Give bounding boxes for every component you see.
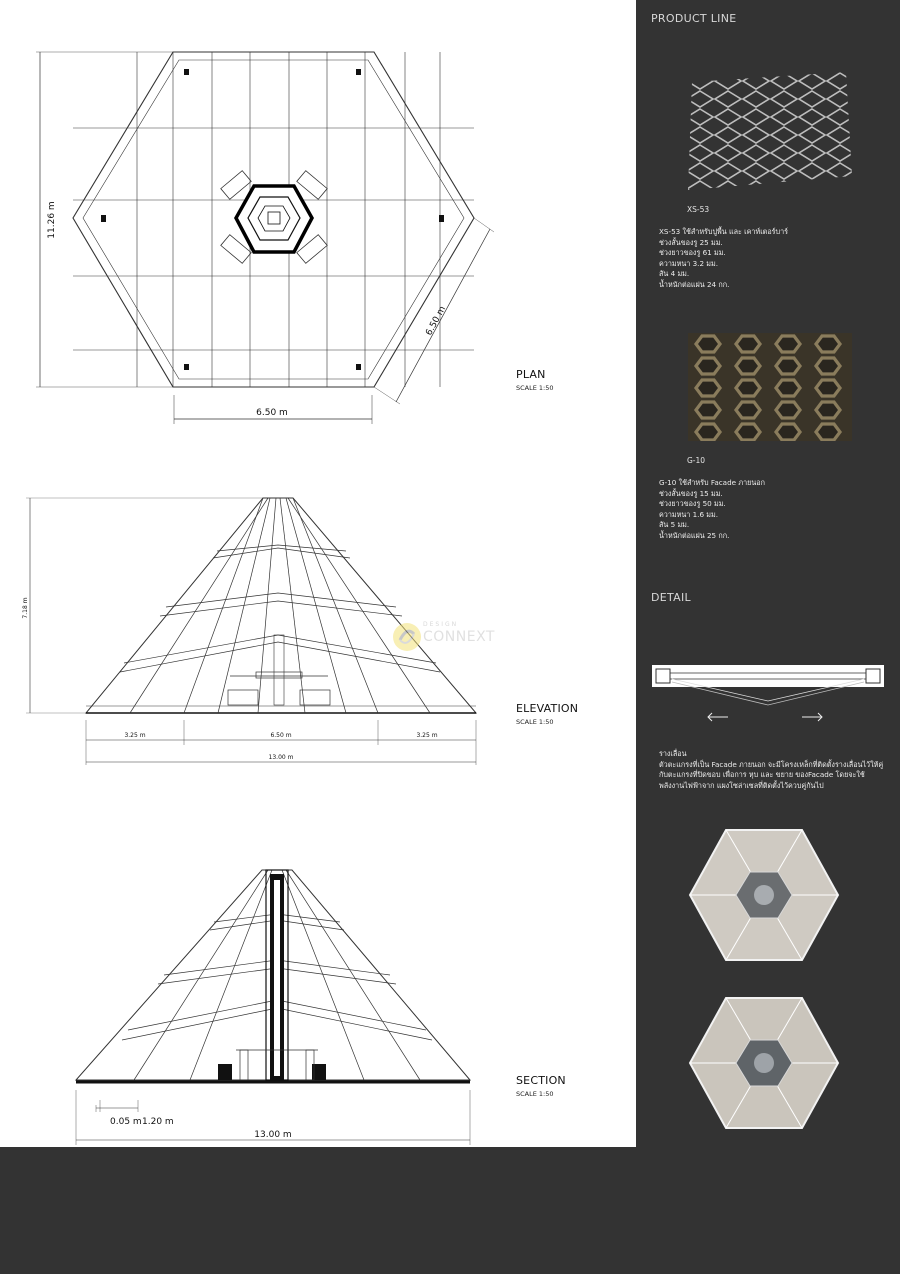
product-1-code: XS-53 xyxy=(687,205,710,214)
product-line-heading: PRODUCT LINE xyxy=(651,12,737,25)
product-2-spec-line: ช่วงยาวของรู 50 มม. xyxy=(659,499,726,508)
product-1-spec-line: ความหนา 3.2 มม. xyxy=(659,258,719,268)
section-scale: SCALE 1:50 xyxy=(516,1090,554,1098)
product-1-spec-line: XS-53 ใช้สำหรับปูพื้น และ เคาท์เตอร์บาร์ xyxy=(659,227,788,236)
elevation-scale: SCALE 1:50 xyxy=(516,718,554,726)
product-2-code: G-10 xyxy=(687,456,706,465)
hexagon-render-bottom xyxy=(688,996,840,1130)
product-1-spec-line: น้ำหนักต่อแผ่น 24 กก. xyxy=(659,279,730,289)
detail-line: ตัวตะแกรงที่เป็น Facade ภายนอก จะมีโครงเหล็กที่ติดตั้งรางเลื่อนไว้ให้คู่ xyxy=(659,759,884,769)
g10-mesh-image xyxy=(688,333,852,441)
product-2-spec xyxy=(659,478,765,541)
watermark-top-text: DESIGN xyxy=(423,621,459,628)
detail-heading: DETAIL xyxy=(651,591,691,604)
product-2-spec-line: น้ำหนักต่อแผ่น 25 กก. xyxy=(659,530,730,540)
product-2-spec-line: สัน 5 มม. xyxy=(659,520,690,529)
elevation-dim-height: 7.18 m xyxy=(22,597,29,619)
watermark-logo-icon xyxy=(392,622,422,652)
product-1-spec-line: ช่วงสั้นของรู 25 มม. xyxy=(659,237,723,247)
product-2-spec-line: ช่วงสั้นของรู 15 มม. xyxy=(659,488,723,498)
section-drawing xyxy=(76,870,470,1145)
hexagon-render-top xyxy=(688,828,840,962)
section-dim-total: 13.00 m xyxy=(254,1130,292,1140)
plan-dim-side: 6.50 m xyxy=(424,304,449,338)
bottom-band xyxy=(0,1147,900,1274)
product-2-spec-line: G-10 ใช้สำหรับ Facade ภายนอก xyxy=(659,478,765,487)
plan-drawing xyxy=(36,52,494,424)
detail-line: กับตะแกรงที่ปิดขอบ เพื่อการ หุบ และ ขยาย ของFacade โดยจะใช้ xyxy=(659,770,865,779)
product-1-spec xyxy=(659,227,788,290)
section-dim-small-b: 1.20 m xyxy=(142,1117,174,1127)
product-1-spec-line: ช่วงยาวของรู 61 มม. xyxy=(659,248,726,257)
section-dim-small-a: 0.05 m xyxy=(110,1117,142,1127)
watermark-main-text: CONNEXT xyxy=(423,629,495,645)
elevation-title: ELEVATION xyxy=(516,702,579,715)
xs53-mesh-image xyxy=(686,72,854,190)
plan-scale: SCALE 1:50 xyxy=(516,384,554,392)
design-connext-watermark xyxy=(392,620,512,654)
product-1-spec-line: สัน 4 มม. xyxy=(659,269,690,278)
plan-title: PLAN xyxy=(516,368,546,381)
elevation-dim-mid: 6.50 m xyxy=(270,732,292,739)
detail-line: พลังงานไฟฟ้าจาก แผงโซล่าเซลที่ติดตั้งไว้ควบคู่กันไป xyxy=(659,780,824,790)
elevation-dim-total: 13.00 m xyxy=(268,754,294,761)
detail-description xyxy=(659,749,883,791)
plan-dim-bottom: 6.50 m xyxy=(256,408,288,418)
detail-line: รางเลื่อน xyxy=(659,749,687,758)
elevation-dim-right: 3.25 m xyxy=(416,732,438,739)
rail-detail-drawing xyxy=(652,655,884,727)
product-2-spec-line: ความหนา 1.6 มม. xyxy=(659,509,719,519)
section-title: SECTION xyxy=(516,1074,566,1087)
elevation-dim-left: 3.25 m xyxy=(124,732,146,739)
plan-dim-height: 11.26 m xyxy=(47,201,57,239)
